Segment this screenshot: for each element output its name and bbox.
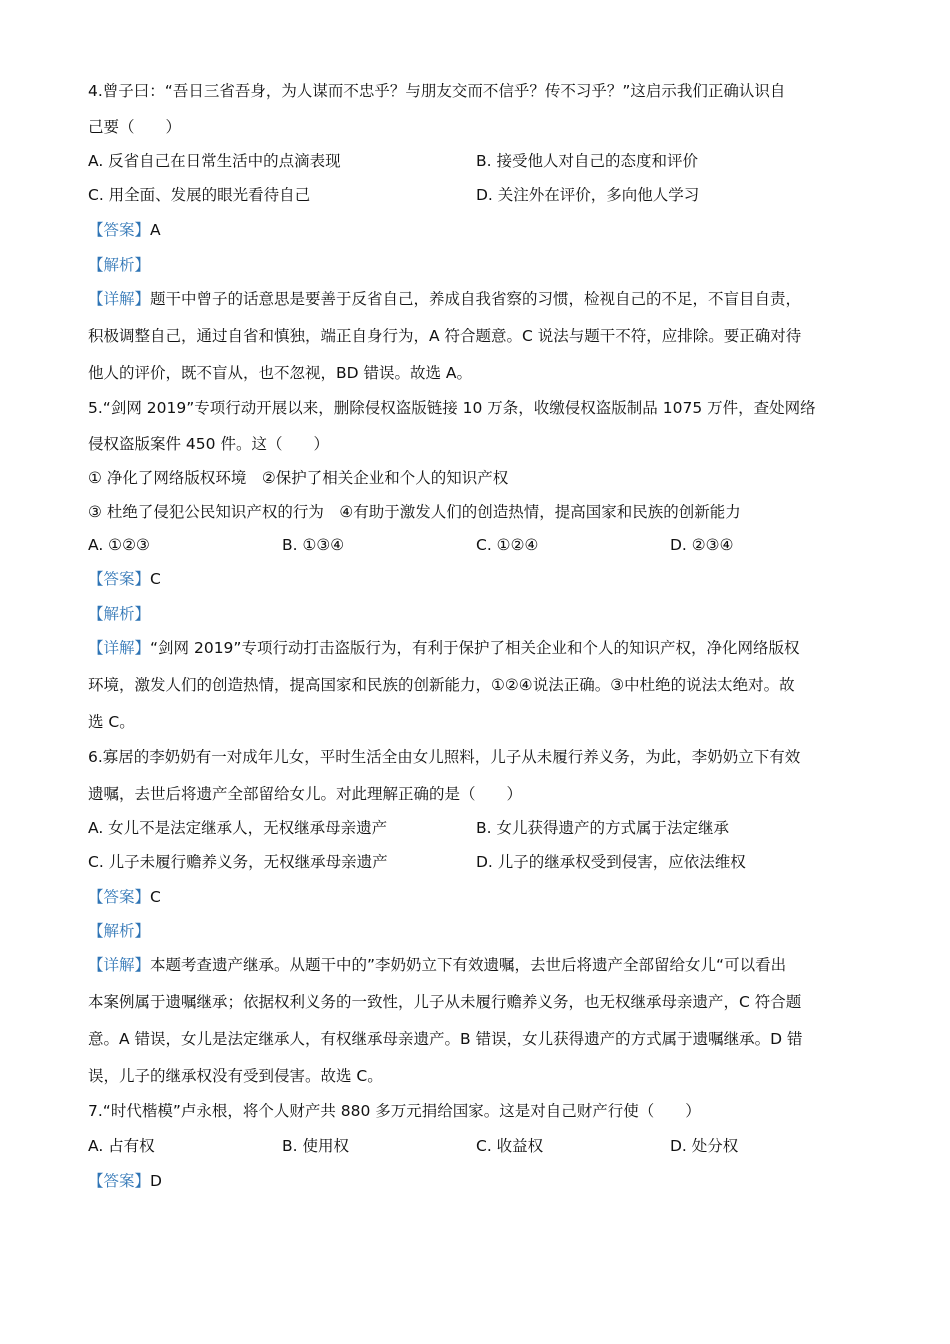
q4-option-c: C. 用全面、发展的眼光看待自己 [88, 186, 311, 204]
q7-option-a: A. 占有权 [88, 1137, 155, 1155]
q4-detail-line3: 他人的评价，既不盲从，也不忽视，BD 错误。故选 A。 [88, 364, 473, 382]
q5-option-a: A. ①②③ [88, 536, 150, 554]
q5-option-b: B. ①③④ [282, 536, 345, 554]
q4-detail-line1 [88, 288, 801, 310]
q5-answer [88, 568, 161, 590]
detail-text: “剑网 2019”专项行动打击盗版行为，有利于保护了相关企业和个人的知识产权，净化网络版权 [150, 639, 800, 657]
q5-statements-line1: ① 净化了网络版权环境 ②保护了相关企业和个人的知识产权 [88, 469, 509, 487]
detail-tag: 【详解】 [88, 956, 151, 974]
q7-option-d: D. 处分权 [670, 1137, 739, 1155]
q7-option-b: B. 使用权 [282, 1137, 349, 1155]
q6-detail-line1 [88, 954, 786, 976]
answer-tag: 【答案】 [88, 570, 151, 588]
q5-stem-line1: 5.“剑网 2019”专项行动开展以来，删除侵权盗版链接 10 万条，收缴侵权盗版制品 1075 万件，查处网络 [88, 399, 816, 417]
q5-analysis-tag: 【解析】 [88, 605, 151, 623]
q5-option-d: D. ②③④ [670, 536, 734, 554]
q5-statements-line2: ③ 杜绝了侵犯公民知识产权的行为 ④有助于激发人们的创造热情，提高国家和民族的创新能力 [88, 503, 741, 521]
q4-answer [88, 219, 161, 241]
detail-tag: 【详解】 [88, 290, 151, 308]
q4-option-d: D. 关注外在评价，多向他人学习 [476, 186, 700, 204]
q6-option-a: A. 女儿不是法定继承人，无权继承母亲遗产 [88, 819, 388, 837]
answer-value: C [150, 888, 161, 906]
q5-detail-line1 [88, 637, 799, 659]
q7-answer [88, 1170, 162, 1192]
q6-stem-line1: 6.寡居的李奶奶有一对成年儿女，平时生活全由女儿照料，儿子从未履行养义务，为此，李奶奶立下有效 [88, 748, 801, 766]
answer-tag: 【答案】 [88, 1172, 151, 1190]
q4-detail-line2: 积极调整自己，通过自省和慎独，端正自身行为，A 符合题意。C 说法与题干不符，应排除。要正确对待 [88, 327, 802, 345]
q4-stem-line1: 4.曾子曰：“吾日三省吾身，为人谋而不忠乎？与朋友交而不信乎？传不习乎？”这启示我们正确认识自 [88, 82, 786, 100]
q6-detail-line3: 意。A 错误，女儿是法定继承人，有权继承母亲遗产。B 错误，女儿获得遗产的方式属于遗嘱继承。D 错 [88, 1030, 803, 1048]
answer-tag: 【答案】 [88, 888, 151, 906]
q6-option-d: D. 儿子的继承权受到侵害，应依法维权 [476, 853, 746, 871]
q6-answer [88, 886, 161, 908]
q6-detail-line4: 误，儿子的继承权没有受到侵害。故选 C。 [88, 1067, 383, 1085]
detail-text: 本题考查遗产继承。从题干中的”李奶奶立下有效遗嘱，去世后将遗产全部留给女儿“可以看出 [150, 956, 787, 974]
q6-analysis-tag: 【解析】 [88, 922, 151, 940]
q5-detail-line3: 选 C。 [88, 713, 135, 731]
q6-option-b: B. 女儿获得遗产的方式属于法定继承 [476, 819, 729, 837]
q5-option-c: C. ①②④ [476, 536, 539, 554]
q7-option-c: C. 收益权 [476, 1137, 544, 1155]
q7-stem-line1: 7.“时代楷模”卢永根，将个人财产共 880 多万元捐给国家。这是对自己财产行使（ ） [88, 1102, 701, 1120]
answer-value: C [150, 570, 161, 588]
q4-option-b: B. 接受他人对自己的态度和评价 [476, 152, 698, 170]
q6-detail-line2: 本案例属于遗嘱继承；依据权利义务的一致性，儿子从未履行赡养义务，也无权继承母亲遗产，C 符合题 [88, 993, 802, 1011]
q6-stem-line2: 遗嘱，去世后将遗产全部留给女儿。对此理解正确的是（ ） [88, 785, 523, 803]
answer-value: A [150, 221, 161, 239]
q5-stem-line2: 侵权盗版案件 450 件。这（ ） [88, 435, 329, 453]
answer-tag: 【答案】 [88, 221, 151, 239]
q6-option-c: C. 儿子未履行赡养义务，无权继承母亲遗产 [88, 853, 388, 871]
q4-stem-line2: 己要（ ） [88, 118, 182, 136]
q5-detail-line2: 环境，激发人们的创造热情，提高国家和民族的创新能力，①②④说法正确。③中杜绝的说法太绝对。故 [88, 676, 795, 694]
detail-tag: 【详解】 [88, 639, 151, 657]
q4-analysis-tag: 【解析】 [88, 256, 151, 274]
answer-value: D [150, 1172, 162, 1190]
detail-text: 题干中曾子的话意思是要善于反省自己，养成自我省察的习惯，检视自己的不足，不盲目自责， [150, 290, 802, 308]
q4-option-a: A. 反省自己在日常生活中的点滴表现 [88, 152, 341, 170]
